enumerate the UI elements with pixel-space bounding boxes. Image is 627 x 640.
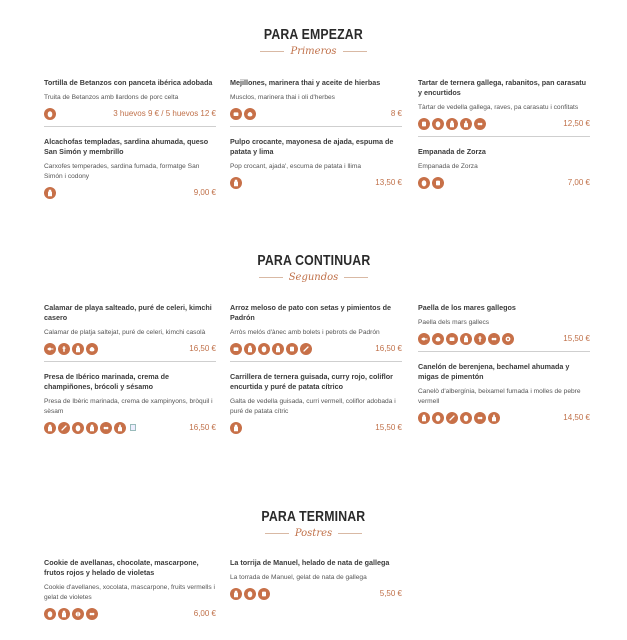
divider-line — [265, 533, 289, 534]
dish-item — [44, 78, 216, 127]
milk-icon — [58, 608, 70, 620]
gluten-icon — [418, 118, 430, 130]
dish-name: Paella de los mares gallegos — [418, 303, 516, 312]
dish-price: 3 huevos 9 € / 5 huevos 12 € — [113, 109, 216, 118]
egg-icon — [418, 177, 430, 189]
dish-name: Canelón de berenjena, bechamel ahumada y migas de pimentón — [418, 362, 570, 381]
milk-icon — [44, 187, 56, 199]
milk-icon — [230, 177, 242, 189]
dish-name: Calamar de playa salteado, puré de celeri, kimchi casero — [44, 303, 212, 322]
soy-icon — [86, 608, 98, 620]
dish-divider — [418, 351, 590, 352]
divider-line — [344, 277, 368, 278]
divider-line — [343, 51, 367, 52]
allergen-icons — [418, 118, 486, 130]
milk-icon — [418, 412, 430, 424]
milk-icon — [230, 588, 242, 600]
dish-price: 15,50 € — [563, 334, 590, 343]
dish-footer — [230, 342, 402, 355]
dish-item — [44, 558, 216, 620]
menu-column — [418, 303, 590, 424]
dish-price: 16,50 € — [189, 423, 216, 432]
dish-footer — [44, 342, 216, 355]
menu-column — [44, 558, 216, 620]
dish-item — [44, 137, 216, 199]
shellfish-icon — [230, 108, 242, 120]
dish-item — [230, 303, 402, 362]
menu-column — [230, 78, 402, 189]
dish-price: 16,50 € — [189, 344, 216, 353]
soy-icon — [488, 333, 500, 345]
dish-name: La torrija de Manuel, helado de nata de gallega — [230, 558, 390, 567]
dish-footer — [44, 186, 216, 199]
dish-price: 9,00 € — [193, 188, 216, 197]
allergen-icons — [418, 412, 500, 424]
allergen-icons — [44, 422, 136, 434]
section-title: PARA EMPEZAR — [263, 26, 364, 43]
dish-price: 13,50 € — [375, 178, 402, 187]
dish-description: Empanada de Zorza — [418, 163, 478, 170]
dish-item — [44, 372, 216, 434]
dish-name: Empanada de Zorza — [418, 147, 486, 156]
egg-icon — [432, 412, 444, 424]
milk-icon — [272, 343, 284, 355]
egg-icon — [460, 412, 472, 424]
dish-name: Cookie de avellanas, chocolate, mascarpone, frutos rojos y helado de violetas — [44, 558, 199, 577]
dish-item — [418, 147, 590, 189]
milk-icon — [460, 333, 472, 345]
crustacean-icon — [432, 333, 444, 345]
soy-icon — [474, 412, 486, 424]
section-subtitle: Segundos — [288, 272, 339, 283]
soy-icon — [474, 118, 486, 130]
dish-item — [230, 78, 402, 127]
allergen-icons — [44, 108, 56, 120]
allergen-icons — [230, 108, 256, 120]
soy-icon — [100, 422, 112, 434]
egg-icon — [244, 588, 256, 600]
broken-image-icon — [130, 424, 136, 431]
fish-icon — [44, 343, 56, 355]
milk-icon — [230, 422, 242, 434]
section-para-continuar — [0, 252, 627, 283]
dish-name: Mejillones, marinera thai y aceite de hierbas — [230, 78, 381, 87]
dish-item — [418, 78, 590, 137]
menu-column — [418, 78, 590, 189]
dish-divider — [44, 361, 216, 362]
milk-icon — [446, 118, 458, 130]
sesame-icon — [58, 422, 70, 434]
dish-price: 12,50 € — [563, 119, 590, 128]
menu-column — [44, 78, 216, 199]
divider-line — [338, 533, 362, 534]
mustard-icon — [114, 422, 126, 434]
dish-footer — [418, 332, 590, 345]
dish-name: Pulpo crocante, mayonesa de ajada, espuma de patata y lima — [230, 137, 394, 156]
crustacean-icon — [244, 108, 256, 120]
section-header — [0, 252, 627, 283]
shellfish-icon — [446, 333, 458, 345]
section-title: PARA CONTINUAR — [256, 252, 370, 269]
milk-icon — [44, 422, 56, 434]
shellfish-icon — [230, 343, 242, 355]
dish-divider — [418, 136, 590, 137]
dish-description: Pop crocant, ajada', escuma de patata i llima — [230, 163, 362, 170]
milk-icon — [244, 343, 256, 355]
dish-item — [230, 137, 402, 189]
section-title: PARA TERMINAR — [261, 508, 366, 525]
allergen-icons — [418, 177, 444, 189]
allergen-icons — [230, 177, 242, 189]
dish-price: 8 € — [390, 109, 402, 118]
menu-column — [44, 303, 216, 434]
dish-description: Cookie d'avellanes, xocolata, mascarpone, fruits vermells i gelat de violetes — [44, 584, 215, 601]
dish-description: Paella dels mars gallecs — [418, 319, 490, 326]
sesame-icon — [300, 343, 312, 355]
dish-description: La torrada de Manuel, gelat de nata de gallega — [230, 574, 367, 581]
dish-description: Galta de vedella guisada, curri vermell, coliflor adobada i puré de patata cítric — [230, 398, 396, 415]
allergen-icons — [230, 422, 242, 434]
dish-footer — [230, 107, 402, 120]
dish-name: Alcachofas templadas, sardina ahumada, queso San Simón y membrillo — [44, 137, 209, 156]
dish-name: Tartar de ternera gallega, rabanitos, pan carasatu y encurtidos — [418, 78, 587, 97]
section-header — [0, 508, 627, 539]
egg-icon — [44, 108, 56, 120]
allergen-icons — [230, 588, 270, 600]
dish-footer — [44, 607, 216, 620]
divider-line — [260, 51, 284, 52]
section-subtitle: Primeros — [290, 46, 337, 57]
section-para-terminar — [0, 508, 627, 539]
menu-column — [230, 303, 402, 434]
dish-footer — [230, 587, 402, 600]
dish-divider — [230, 361, 402, 362]
dish-item — [418, 303, 590, 352]
dish-item — [230, 372, 402, 434]
dish-price: 7,00 € — [567, 178, 590, 187]
section-para-empezar — [0, 26, 627, 57]
allergen-icons — [418, 333, 514, 345]
milk-icon — [86, 422, 98, 434]
dish-description: Canelò d'albergínia, beixamel fumada i molles de pebre vermell — [418, 388, 581, 405]
section-subtitle: Postres — [294, 528, 333, 539]
nut-icon — [72, 608, 84, 620]
dish-item — [44, 303, 216, 362]
egg-icon — [72, 422, 84, 434]
dish-description: Truita de Betanzos amb llardons de porc celta — [44, 94, 179, 101]
mustard-icon — [488, 412, 500, 424]
dish-price: 6,00 € — [193, 609, 216, 618]
dish-description: Carxofes temperades, sardina fumada, formatge San Simón i codony — [44, 163, 200, 180]
allergen-icons — [230, 343, 312, 355]
dish-name: Tortilla de Betanzos con panceta ibérica adobada — [44, 78, 213, 87]
dish-price: 14,50 € — [563, 413, 590, 422]
crustacean-icon — [86, 343, 98, 355]
dish-footer — [230, 421, 402, 434]
dish-footer — [418, 176, 590, 189]
egg-icon — [44, 608, 56, 620]
allergen-icons — [44, 187, 56, 199]
celery-icon — [474, 333, 486, 345]
dish-description: Musclos, marinera thai i oli d'herbes — [230, 94, 335, 101]
dish-item — [230, 558, 402, 600]
dish-footer — [418, 411, 590, 424]
dish-item — [418, 362, 590, 424]
dish-description: Presa de Ibèric marinada, crema de xampinyons, bròquil i sèsam — [44, 398, 213, 415]
section-header — [0, 26, 627, 57]
dish-description: Calamar de platja saltejat, puré de celeri, kimchi casolà — [44, 329, 206, 336]
dish-divider — [230, 126, 402, 127]
gluten-icon — [258, 588, 270, 600]
dish-divider — [44, 126, 216, 127]
dish-price: 16,50 € — [375, 344, 402, 353]
dish-name: Presa de Ibérico marinada, crema de champiñones, brócoli y sésamo — [44, 372, 170, 391]
egg-icon — [258, 343, 270, 355]
allergen-icons — [44, 343, 98, 355]
dish-description: Arròs melós d'ànec amb bolets i pebrots de Padrón — [230, 329, 380, 336]
divider-line — [259, 277, 283, 278]
gluten-icon — [286, 343, 298, 355]
dish-price: 15,50 € — [375, 423, 402, 432]
fish-icon — [418, 333, 430, 345]
egg-icon — [432, 118, 444, 130]
celery-icon — [58, 343, 70, 355]
gluten-icon — [432, 177, 444, 189]
dish-price: 5,50 € — [379, 589, 402, 598]
dish-footer — [418, 117, 590, 130]
mustard-icon — [460, 118, 472, 130]
dish-footer — [44, 421, 216, 434]
milk-icon — [72, 343, 84, 355]
dish-name: Arroz meloso de pato con setas y pimientos de Padrón — [230, 303, 391, 322]
dish-footer — [230, 176, 402, 189]
allergen-icons — [44, 608, 98, 620]
dish-description: Tàrtar de vedella gallega, raves, pa carasatu i confitats — [418, 104, 579, 111]
dish-footer — [44, 107, 216, 120]
sesame-icon — [446, 412, 458, 424]
dish-name: Carrillera de ternera guisada, curry rojo, coliflor encurtida y puré de patata cítrico — [230, 372, 393, 391]
mollusc-icon — [502, 333, 514, 345]
menu-column — [230, 558, 402, 600]
